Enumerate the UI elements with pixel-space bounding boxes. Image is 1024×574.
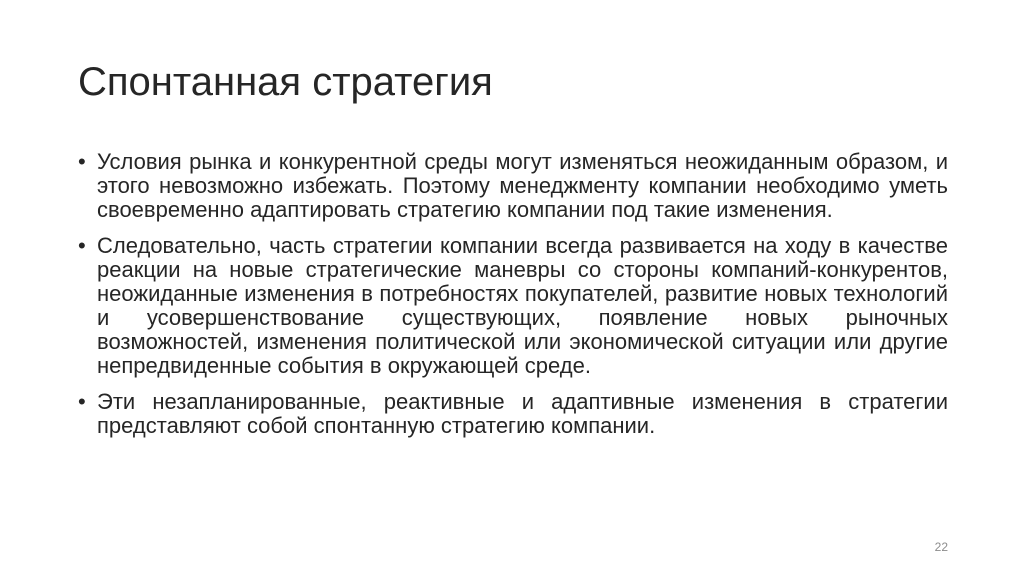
slide-title: Спонтанная стратегия xyxy=(78,60,493,104)
bullet-item xyxy=(78,234,948,378)
bullet-icon: • xyxy=(78,233,86,258)
bullet-item xyxy=(78,390,948,438)
bullet-icon: • xyxy=(78,149,86,174)
bullet-list xyxy=(78,150,948,450)
bullet-text: Условия рынка и конкурентной среды могут изменяться неожиданным образом, и этого невозможно избежать. Поэтому менеджменту компании необходимо уметь своевременно адаптировать стратегию компании под такие изменения. xyxy=(97,149,948,222)
bullet-icon: • xyxy=(78,389,86,414)
bullet-item xyxy=(78,150,948,222)
page-number: 22 xyxy=(934,540,948,554)
bullet-text: Следовательно, часть стратегии компании всегда развивается на ходу в качестве реакции на новые стратегические маневры со стороны компаний-конкурентов, неожиданные изменения в потребностях покупателей, развитие новых технологий и усовершенствование существующих, появление новых рыночных возможностей, изменения политической или экономической ситуации или другие непредвиденные события в окружающей среде. xyxy=(97,233,948,378)
bullet-text: Эти незапланированные, реактивные и адаптивные изменения в стратегии представляют собой спонтанную стратегию компании. xyxy=(97,389,948,438)
